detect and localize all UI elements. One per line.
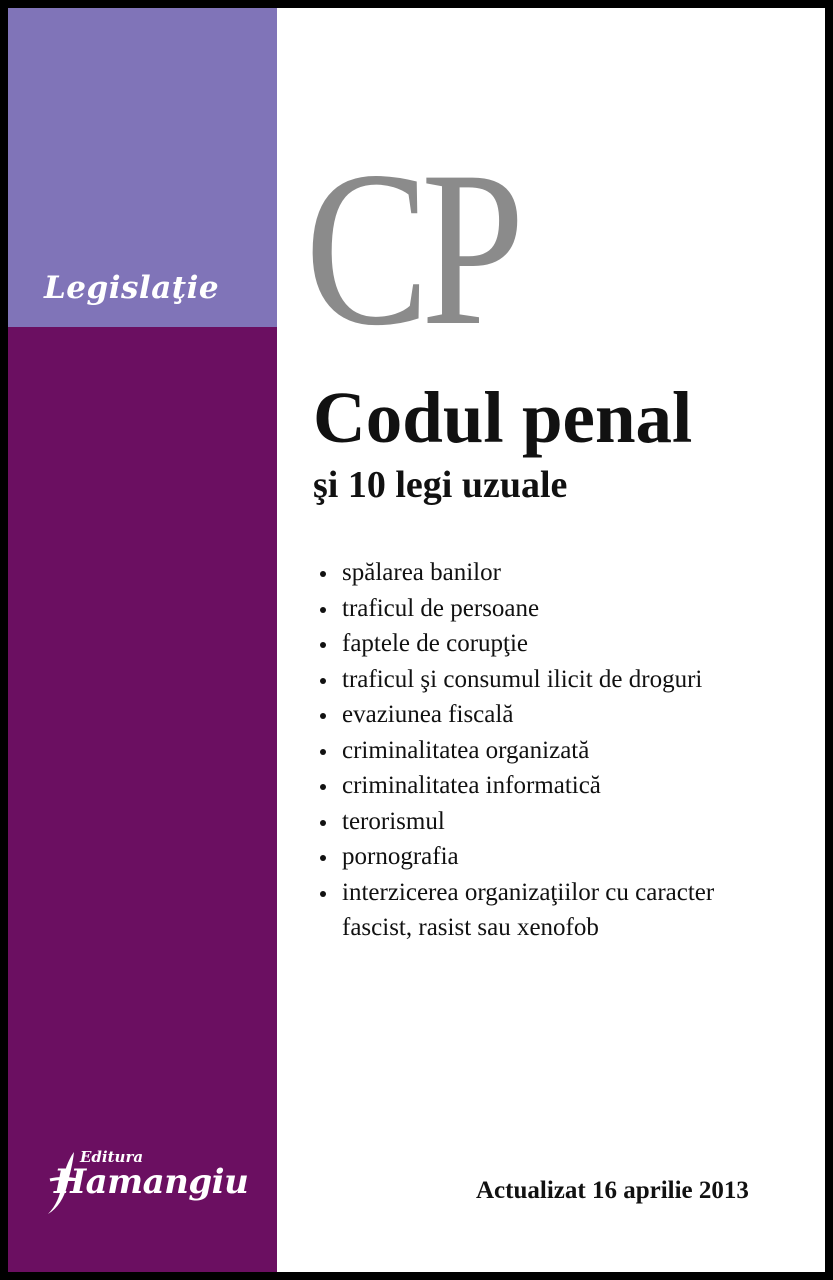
topic-text: criminalitatea organizată — [342, 736, 590, 764]
bullet-icon — [320, 749, 326, 755]
bullet-icon — [320, 607, 326, 613]
topic-text: faptele de corupţie — [342, 630, 529, 657]
bullet-icon — [320, 642, 326, 648]
topic-item — [318, 804, 808, 840]
publisher-name: Hamangiu — [54, 1162, 249, 1202]
publisher-logo — [44, 1148, 264, 1218]
topic-item — [318, 875, 808, 946]
topic-text: evaziunea fiscală — [342, 701, 514, 728]
book-subtitle: şi 10 legi uzuale — [313, 464, 568, 506]
topics-list — [318, 555, 808, 946]
topic-item — [318, 839, 808, 875]
cover-monogram: CP — [305, 126, 517, 372]
bullet-icon — [320, 678, 326, 684]
bullet-icon — [320, 891, 326, 897]
topic-item — [318, 733, 808, 769]
publisher-label: Editura — [80, 1148, 144, 1166]
side-color-band — [8, 327, 277, 1272]
topic-text: terorismul — [342, 807, 445, 835]
topic-text-line2: fascist, rasist sau xenofob — [342, 914, 599, 941]
topic-text-line1: interzicerea organizaţiilor cu caracter — [342, 878, 715, 906]
topic-text: traficul de persoane — [342, 594, 540, 622]
topic-item — [318, 697, 808, 733]
topic-text: criminalitatea informatică — [342, 772, 601, 799]
bullet-icon — [320, 784, 326, 790]
topic-text: spălarea banilor — [342, 559, 501, 586]
topic-text: traficul şi consumul ilicit de droguri — [342, 665, 703, 693]
topic-item — [318, 591, 808, 627]
topic-item — [318, 768, 808, 804]
book-title: Codul penal — [313, 377, 693, 458]
topic-item — [318, 662, 808, 698]
update-note: Actualizat 16 aprilie 2013 — [476, 1177, 749, 1204]
bullet-icon — [320, 855, 326, 861]
bullet-icon — [320, 820, 326, 826]
bullet-icon — [320, 571, 326, 577]
bullet-icon — [320, 713, 326, 719]
topic-text: pornografia — [342, 843, 459, 870]
topic-item — [318, 626, 808, 662]
topic-item — [318, 555, 808, 591]
series-label: Legislaţie — [44, 270, 220, 306]
